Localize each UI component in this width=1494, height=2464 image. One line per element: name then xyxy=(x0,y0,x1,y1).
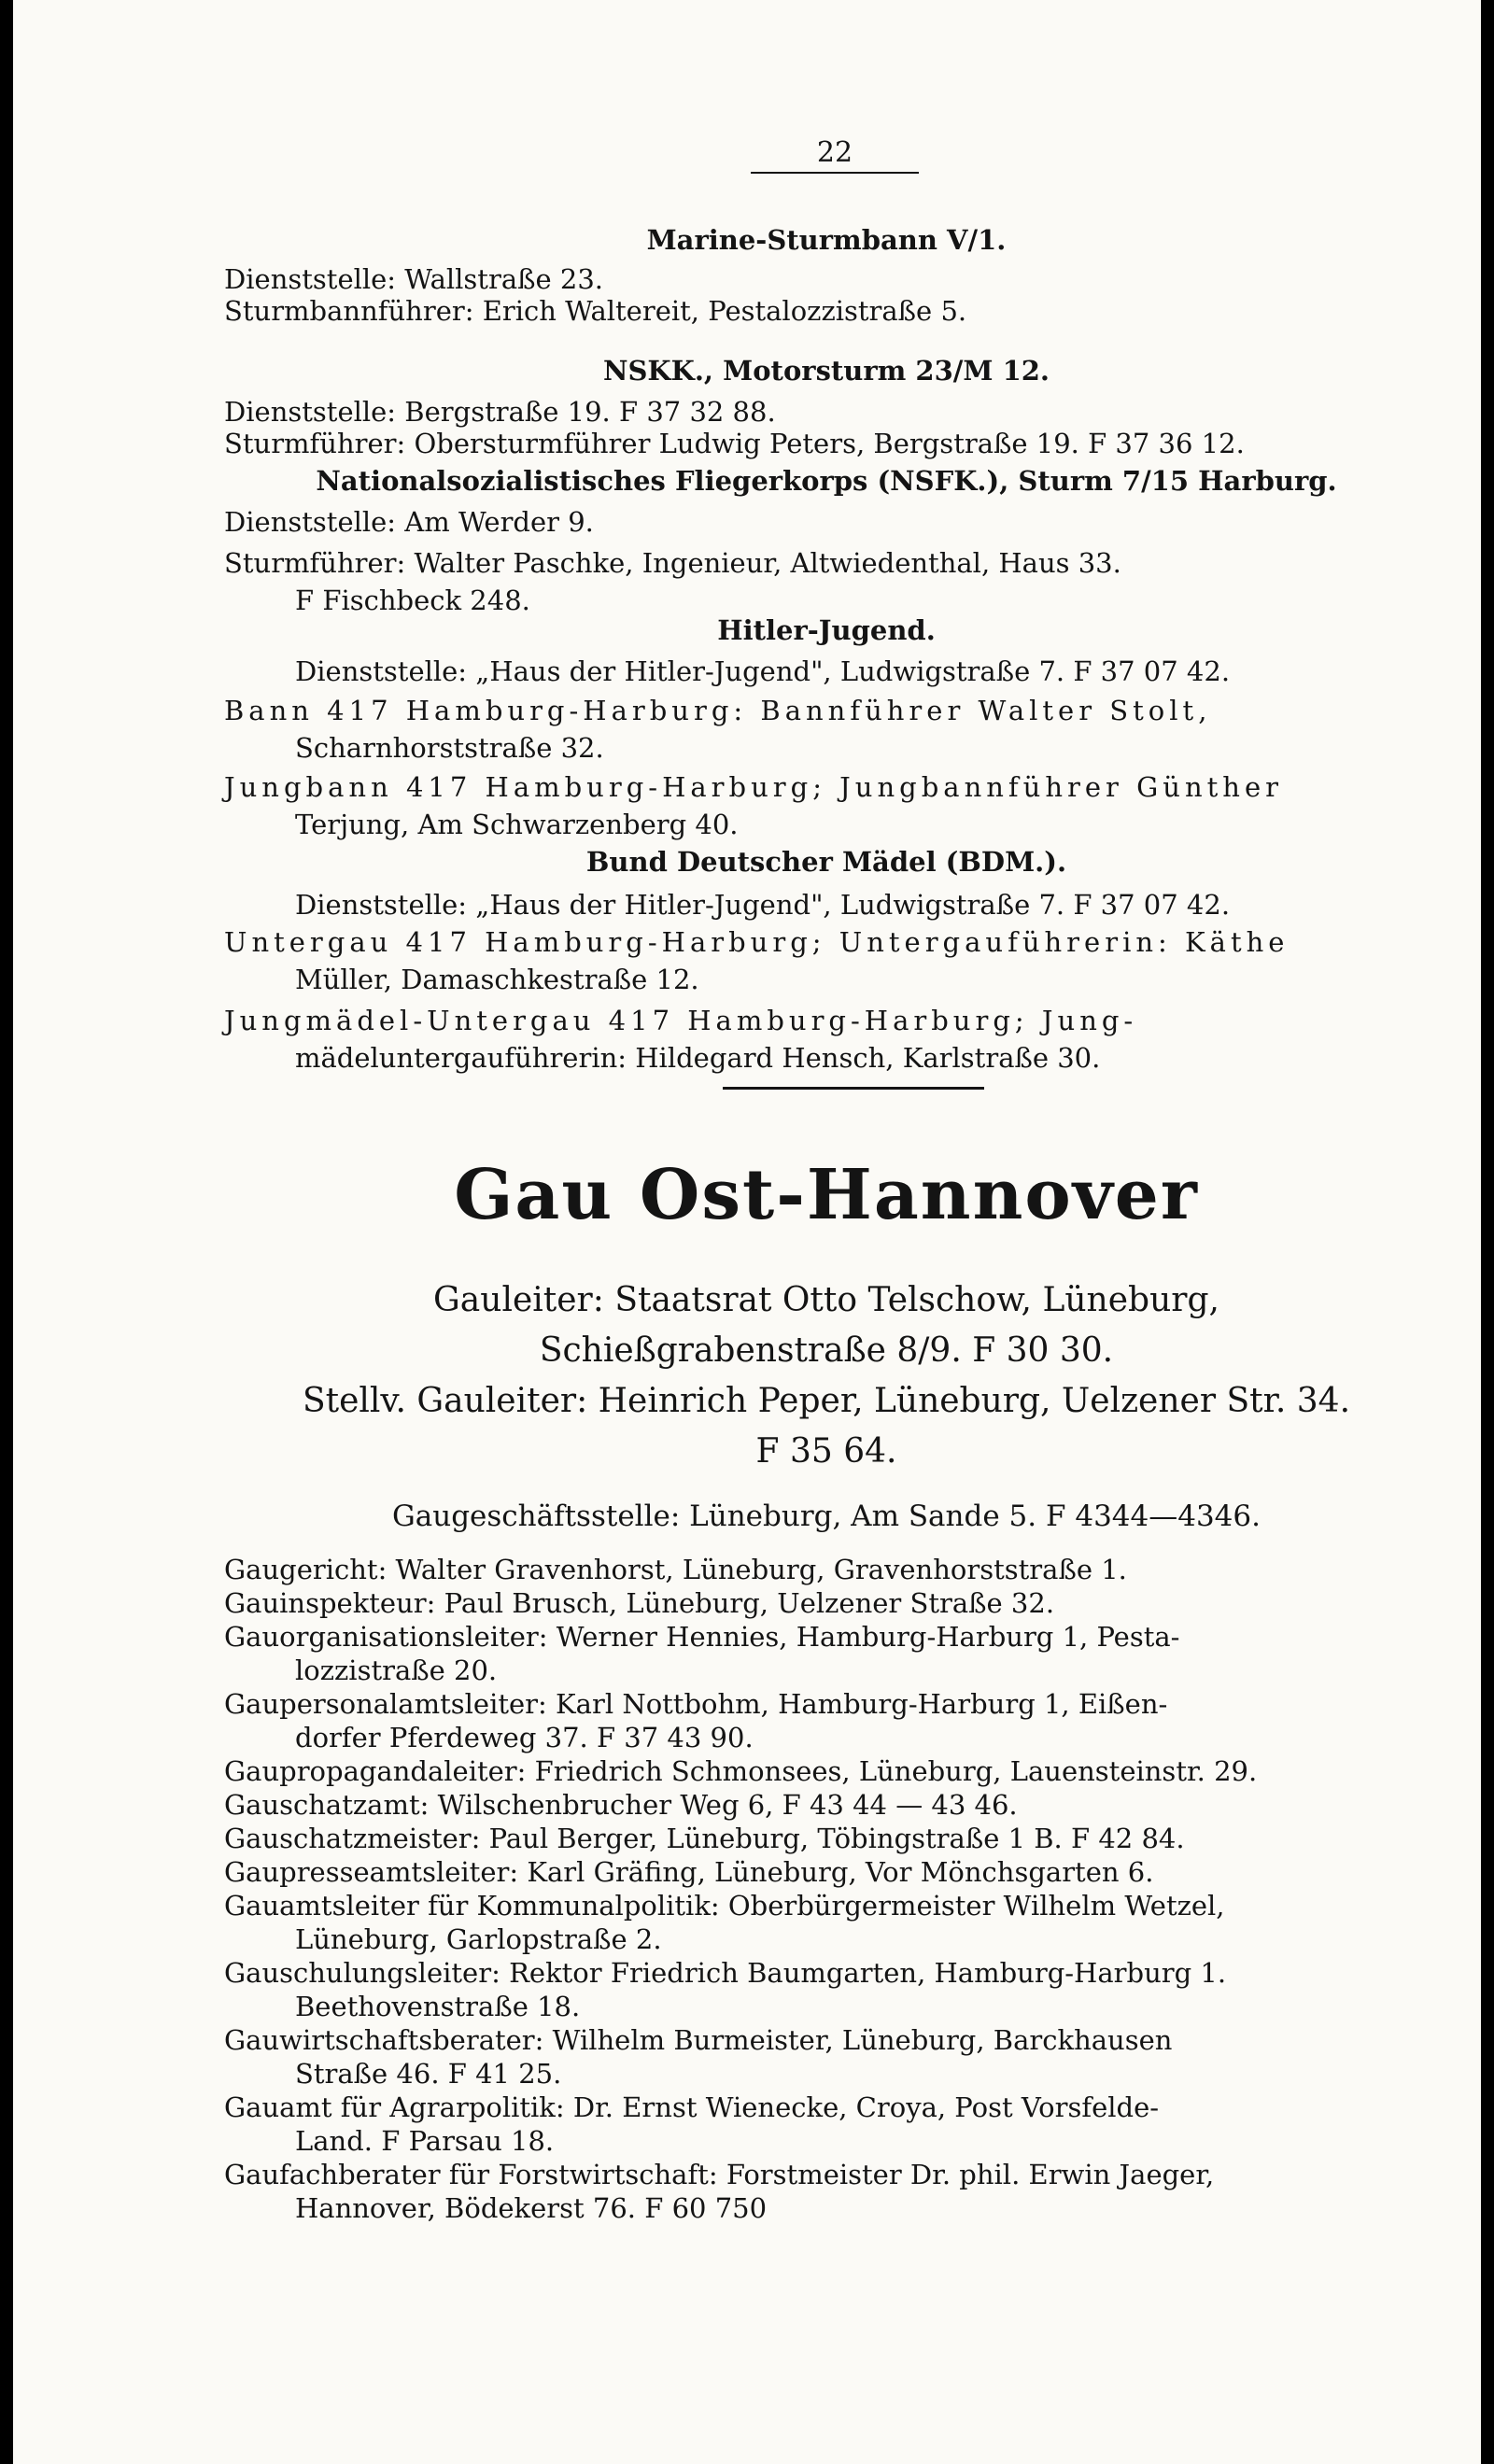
bdm-line: Jungmädel-Untergau 417 Hamburg-Harburg; Jung- xyxy=(224,1005,1138,1036)
document-page xyxy=(13,0,1481,2464)
marine-line: Sturmbannführer: Erich Waltereit, Pestalozzistraße 5. xyxy=(224,295,967,327)
gau-entry: dorfer Pferdeweg 37. F 37 43 90. xyxy=(295,1722,754,1753)
gau-entry: Gauschatzamt: Wilschenbrucher Weg 6, F 43 44 — 43 46. xyxy=(224,1789,1018,1821)
gau-title: Gau Ost-Hannover xyxy=(454,1155,1199,1235)
nsfk-heading: Nationalsozialistisches Fliegerkorps (NSFK.), Sturm 7/15 Harburg. xyxy=(316,465,1337,497)
gau-entry: Beethovenstraße 18. xyxy=(295,1991,581,2022)
gau-entry: Gaupresseamtsleiter: Karl Gräfing, Lüneburg, Vor Mönchsgarten 6. xyxy=(224,1856,1154,1888)
hj-line: Dienststelle: „Haus der Hitler-Jugend", Ludwigstraße 7. F 37 07 42. xyxy=(295,655,1231,687)
gauleiter-line: Schießgrabenstraße 8/9. F 30 30. xyxy=(539,1331,1114,1370)
hj-line: Bann 417 Hamburg-Harburg: Bannführer Walter Stolt, xyxy=(224,695,1212,726)
bdm-line: Dienststelle: „Haus der Hitler-Jugend", Ludwigstraße 7. F 37 07 42. xyxy=(295,889,1231,921)
bdm-line: mädeluntergauführerin: Hildegard Hensch, Karlstraße 30. xyxy=(295,1042,1101,1074)
gau-entry: Gaupersonalamtsleiter: Karl Nottbohm, Hamburg-Harburg 1, Eißen- xyxy=(224,1688,1168,1720)
page-number: 22 xyxy=(751,136,919,174)
gau-entry: Gauschatzmeister: Paul Berger, Lüneburg, Töbingstraße 1 B. F 42 84. xyxy=(224,1823,1185,1854)
nsfk-line: F Fischbeck 248. xyxy=(295,584,530,616)
nsfk-line: Dienststelle: Am Werder 9. xyxy=(224,506,594,538)
bdm-heading: Bund Deutscher Mädel (BDM.). xyxy=(585,846,1067,878)
gau-entry: Lüneburg, Garlopstraße 2. xyxy=(295,1923,662,1955)
gau-entry: lozzistraße 20. xyxy=(295,1654,498,1686)
gau-entry: Gaupropagandaleiter: Friedrich Schmonsees, Lüneburg, Lauensteinstr. 29. xyxy=(224,1755,1258,1787)
gau-entry: Gauorganisationsleiter: Werner Hennies, Hamburg-Harburg 1, Pesta- xyxy=(224,1621,1180,1653)
nsfk-line: Sturmführer: Walter Paschke, Ingenieur, Altwiedenthal, Haus 33. xyxy=(224,547,1121,579)
hj-heading: Hitler-Jugend. xyxy=(717,614,936,646)
marine-heading: Marine-Sturmbann V/1. xyxy=(646,224,1007,256)
hj-line: Jungbann 417 Hamburg-Harburg; Jungbannführer Günther xyxy=(224,771,1284,803)
marine-line: Dienststelle: Wallstraße 23. xyxy=(224,263,603,295)
gau-entry: Gauamtsleiter für Kommunalpolitik: Oberbürgermeister Wilhelm Wetzel, xyxy=(224,1890,1225,1922)
gau-entry: Gauinspekteur: Paul Brusch, Lüneburg, Uelzener Straße 32. xyxy=(224,1587,1055,1619)
gau-entry: Gaufachberater für Forstwirtschaft: Forstmeister Dr. phil. Erwin Jaeger, xyxy=(224,2159,1215,2190)
hj-line: Scharnhorststraße 32. xyxy=(295,732,604,764)
stellv-gauleiter-line: Stellv. Gauleiter: Heinrich Peper, Lüneburg, Uelzener Str. 34. xyxy=(302,1382,1351,1420)
gau-entry: Hannover, Bödekerst 76. F 60 750 xyxy=(295,2192,768,2224)
gau-entry: Straße 46. F 41 25. xyxy=(295,2058,562,2090)
section-divider xyxy=(723,1087,984,1090)
gaugeschaeftsstelle: Gaugeschäftsstelle: Lüneburg, Am Sande 5. F 4344—4346. xyxy=(392,1500,1261,1533)
bdm-line: Untergau 417 Hamburg-Harburg; Untergauführerin: Käthe xyxy=(224,926,1290,958)
gau-entry: Gauamt für Agrarpolitik: Dr. Ernst Wienecke, Croya, Post Vorsfelde- xyxy=(224,2091,1160,2123)
bdm-line: Müller, Damaschkestraße 12. xyxy=(295,964,699,995)
nskk-line: Sturmführer: Obersturmführer Ludwig Peters, Bergstraße 19. F 37 36 12. xyxy=(224,428,1245,459)
gau-entry: Gauwirtschaftsberater: Wilhelm Burmeister, Lüneburg, Barckhausen xyxy=(224,2024,1173,2056)
gauleiter-line: Gauleiter: Staatsrat Otto Telschow, Lüneburg, xyxy=(433,1281,1219,1319)
gau-entry: Land. F Parsau 18. xyxy=(295,2125,555,2157)
gau-entry: Gauschulungsleiter: Rektor Friedrich Baumgarten, Hamburg-Harburg 1. xyxy=(224,1957,1227,1989)
nskk-heading: NSKK., Motorsturm 23/M 12. xyxy=(602,355,1050,387)
nskk-line: Dienststelle: Bergstraße 19. F 37 32 88. xyxy=(224,396,776,428)
hj-line: Terjung, Am Schwarzenberg 40. xyxy=(295,809,739,840)
stellv-gauleiter-line: F 35 64. xyxy=(755,1432,897,1471)
gau-entry: Gaugericht: Walter Gravenhorst, Lüneburg, Gravenhorststraße 1. xyxy=(224,1554,1127,1585)
